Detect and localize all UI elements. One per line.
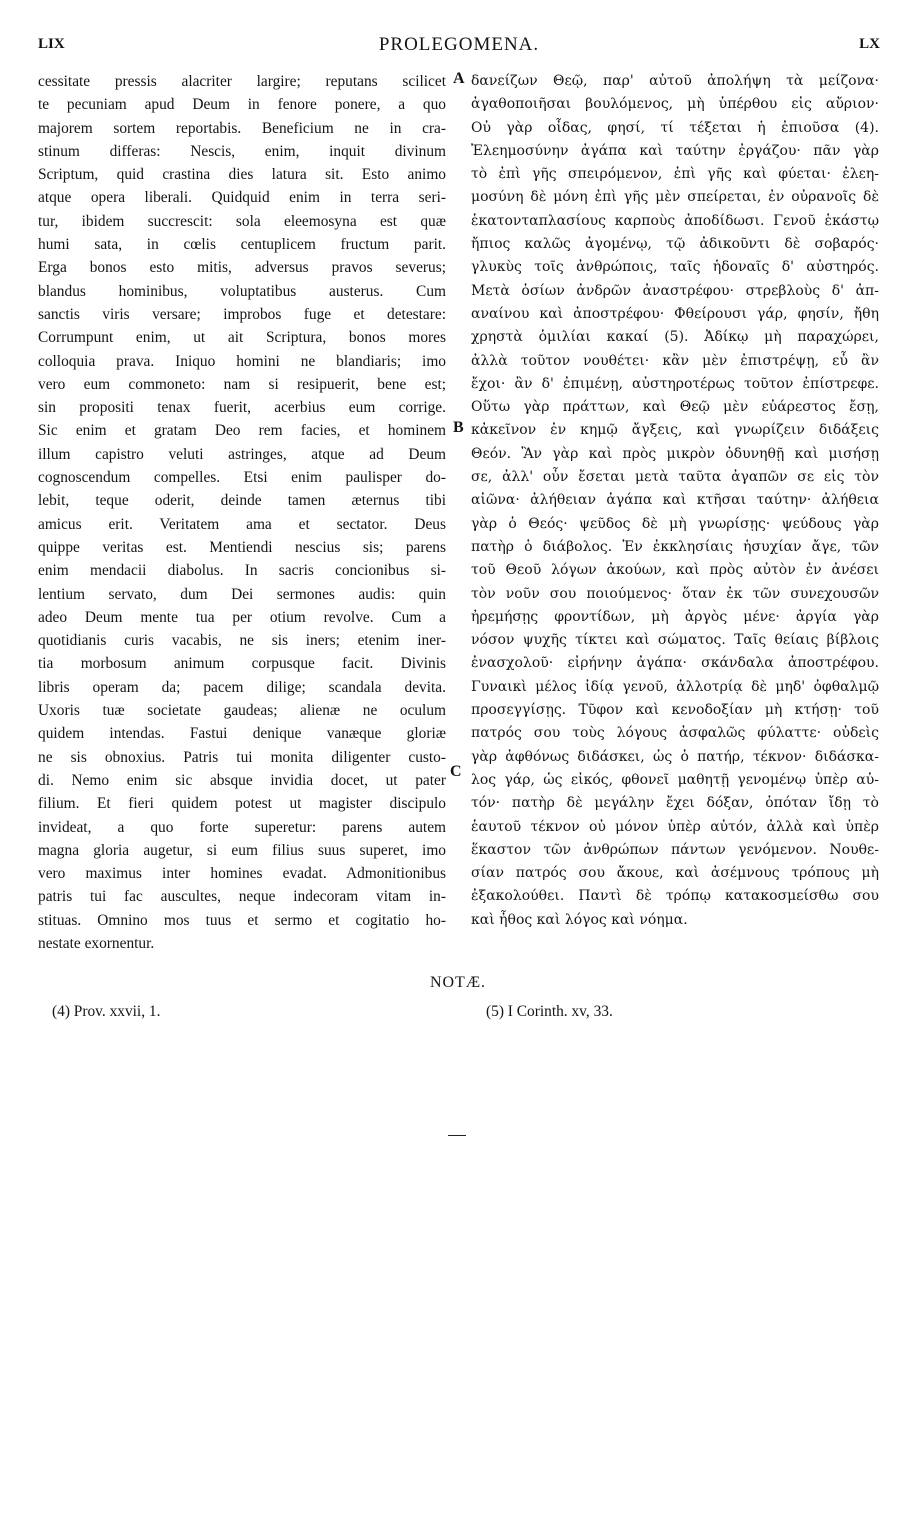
section-marker-a: A (453, 70, 465, 87)
text-line: ἤπιος καλῶς ἀγομένῳ, τῷ ἀδικοῦντι δὲ σοβαρός· (471, 236, 879, 253)
text-line: te pecuniam apud Deum in fenore ponere, a quo (38, 96, 446, 114)
text-line: colloquia prava. Iniquo homini ne blandiaris; imo (38, 352, 446, 370)
text-line: γὰρ ὁ Θεός· ψεῦδος δὲ μὴ γνωρίσῃς· ψεύδους γὰρ (471, 515, 879, 532)
text-line: Οὕτω γὰρ πράττων, καὶ Θεῷ μὲν εὐάρεστος ἔσῃ, (471, 399, 879, 416)
text-line: πατὴρ ὁ διάβολος. Ἐν ἐκκλησίαις ἡσυχίαν ἄγε, τῶν (471, 538, 879, 555)
text-line: Scriptum, quid crastina dies latura sit. Esto animo (38, 166, 446, 184)
text-line: ne sis obnoxius. Patris tui monita diligenter custo- (38, 748, 446, 766)
text-line: blandus hominibus, voluptatibus austerus. Cum (38, 282, 446, 300)
text-line: Corrumpunt enim, ut ait Scriptura, bonos mores (38, 329, 446, 347)
text-line: ἔχοι· ἂν δ' ἐπιμένῃ, αὐστηροτέρως τοῦτον ἐπίστρεφε. (471, 375, 879, 392)
text-line: καὶ ἦθος καὶ λόγος καὶ νόημα. (471, 911, 688, 928)
left-page-number: LIX (38, 36, 65, 52)
text-line: τοῦ Θεοῦ λόγων ἀκούων, καὶ πρὸς αὐτὸν ἐν ἀνέσει (471, 562, 879, 579)
text-line: adeo Deum mente tua per otium revolve. Cum a (38, 608, 446, 626)
text-line: Θεόν. Ἂν γὰρ καὶ πρὸς μικρὸν ὀδυνηθῇ καὶ μισήσῃ (471, 445, 879, 462)
text-line: χρηστὰ ὁμιλίαι κακαί (5). Ἀδίκῳ μὴ παραχώρει, (471, 329, 879, 346)
text-line: nestate exornentur. (38, 934, 155, 952)
text-line: τὸ ἐπὶ γῆς σπειρόμενον, ἐπὶ γῆς καὶ φύεται· ἐλεη- (471, 166, 879, 183)
text-line: γὰρ ἀφθόνως διδάσκει, ὡς ὁ πατήρ, τέκνον· διδάσκα- (471, 748, 879, 765)
text-line: δανείζων Θεῷ, παρ' αὐτοῦ ἀπολήψη τὰ μείζονα· (471, 73, 879, 89)
text-line: μοσύνη δὲ μόνη ἐπὶ γῆς μὲν σπείρεται, ἐν οὐρανοῖς δὲ (471, 189, 879, 206)
text-line: Uxoris tuæ societate gaudeas; alienæ ne oculum (38, 702, 446, 720)
text-line: vero eum commoneto: nam si resipuerit, bene est; (38, 375, 446, 393)
text-line: humi sata, in cœlis centuplicem fructum parit. (38, 236, 446, 254)
text-line: quotidianis curis vacabis, ne sis iners; etenim iner- (38, 632, 446, 650)
text-line: Οὐ γὰρ οἶδας, φησί, τί τέξεται ἡ ἐπιοῦσα (4). (471, 119, 879, 136)
text-line: cognoscendum compelles. Etsi enim paulisper do- (38, 469, 446, 487)
text-line: invideat, a quo forte superetur: parens autem (38, 818, 446, 836)
text-line: τόν· πατὴρ δὲ μεγάλην ἔχει δόξαν, ὁπόταν ἴδῃ τὸ (471, 795, 879, 812)
text-line: λος γάρ, ὡς εἰκός, φθονεῖ μαθητῇ γενομένῳ ὑπὲρ αὐ- (471, 771, 879, 788)
text-line: lebit, teque oderit, deinde tamen æternus tibi (38, 492, 446, 510)
text-line: ἐνασχολοῦ· εἰρήνην ἀγάπα· σκάνδαλα ἀποστρέφου. (471, 655, 879, 672)
text-line: Erga bonos esto mitis, adversus pravos severus; (38, 259, 446, 277)
footnote-5: (5) I Corinth. xv, 33. (486, 1003, 613, 1020)
text-line: ἀλλὰ τοῦτον νουθέτει· κἂν μὲν ἐπιστρέψῃ, εὖ ἂν (471, 352, 879, 369)
text-line: di. Nemo enim sic absque invidia docet, ut pater (38, 771, 446, 789)
text-line: ἀγαθοποιῆσαι βουλόμενος, μὴ ὑπέρθου εἰς αὔριον· (471, 96, 879, 113)
text-line: filium. Et fieri quidem potest ut magister discipulo (38, 795, 446, 813)
text-line: quidem intendas. Fastui denique vanæque gloriæ (38, 725, 446, 743)
text-line: γλυκὺς τοῖς ἀνθρώποις, ταῖς ἡδοναῖς δ' αὐστηρός. (471, 259, 879, 276)
section-marker-b: B (453, 419, 464, 436)
text-line: Sic enim et gratam Deo rem facies, et hominem (38, 422, 446, 440)
text-line: νόσον ψυχῆς τίκτει καὶ σώματος. Ταῖς θείαις βίβλοις (471, 632, 879, 649)
text-line: ἑαυτοῦ τέκνον οὐ μόνον ὑπὲρ αὐτόν, ἀλλὰ καὶ ὑπὲρ (471, 818, 879, 835)
text-line: enim mendacii diabolus. In sacris concionibus si- (38, 562, 446, 580)
section-marker-c: C (450, 763, 462, 780)
text-line: stituas. Omnino mos tuus et sermo et cogitatio ho- (38, 911, 446, 929)
text-line: patris tui fac auscultes, neque indecoram vitam in- (38, 888, 446, 906)
text-line: ἠρεμήσῃς φροντίδων, μὴ ἀργὸς μένε· ἀργία γὰρ (471, 608, 879, 625)
text-line: σίαν πατρός σου ἄκουε, καὶ ἀσέμνους τρόπους μὴ (471, 865, 879, 882)
text-line: προσεγγίσῃς. Τῦφον καὶ κενοδοξίαν μὴ κτήσῃ· τοῦ (471, 702, 879, 719)
footnote-4: (4) Prov. xxvii, 1. (52, 1003, 161, 1020)
text-line: amicus erit. Veritatem ama et sectator. Deus (38, 515, 446, 533)
greek-column (471, 70, 879, 932)
text-line: sin propositi tenax fuerit, acerbius eum corrige. (38, 399, 446, 417)
text-line: ἕκαστον τῶν ἀνθρώπων πάντων γενόμενον. Νουθε- (471, 841, 879, 858)
right-page-number: LX (859, 36, 880, 52)
text-line: magna gloria augetur, si eum filius suus superet, imo (38, 841, 446, 859)
separator-dash (448, 1135, 466, 1136)
notes-heading: NOTÆ. (429, 974, 487, 991)
text-line: vero maximus inter homines evadat. Admonitionibus (38, 865, 446, 883)
text-line: libris operam da; pacem dilige; scandala devita. (38, 678, 446, 696)
latin-column (38, 70, 446, 955)
text-line: illum capistro veluti astringes, atque ad Deum (38, 445, 446, 463)
text-line: stinum differas: Nescis, enim, inquit divinum (38, 142, 446, 160)
text-line: lentium servato, dum Dei sermones audis: quin (38, 585, 446, 603)
text-line: quippe veritas est. Mentiendi nescius sis; parens (38, 538, 446, 556)
text-line: majorem sortem reportabis. Beneficium ne in cra- (38, 119, 446, 137)
text-line: κἀκεῖνον ἐν κημῷ ἄγξεις, καὶ γνωρίζειν διδάξεις (471, 422, 879, 439)
text-line: ἑκατονταπλασίους καρποὺς ἀποδίδωσι. Γενοῦ ἑκάστῳ (471, 212, 879, 229)
text-line: sanctis viris versare; improbos fuge et detestare: (38, 305, 446, 323)
text-line: αναίνου καὶ ἀποστρέφου· Φθείρουσι γάρ, φησίν, ἤθη (471, 305, 879, 322)
text-line: atque opera liberali. Quidquid enim in terra seri- (38, 189, 446, 207)
text-line: τὸν νοῦν σου ποιούμενος· ὅταν ἐκ τῶν συνεχουσῶν (471, 585, 879, 602)
text-line: Μετὰ ὁσίων ἀνδρῶν ἀναστρέφου· στρεβλοὺς δ' ἀπ- (471, 282, 879, 299)
text-line: Ἐλεημοσύνην ἀγάπα καὶ ταύτην ἐργάζου· πᾶν γὰρ (471, 142, 879, 159)
text-line: ἐξακολούθει. Παντὶ δὲ τρόπῳ κατακοσμείσθω σου (471, 888, 879, 905)
text-line: αἰῶνα· ἀλήθειαν ἀγάπα καὶ κτῆσαι ταύτην· ἀλήθεια (471, 492, 879, 509)
text-line: Γυναικὶ μέλος ἰδίᾳ γενοῦ, ἀλλοτρίᾳ δὲ μηδ' ὀφθαλμῷ (471, 678, 879, 695)
text-line: πατρός σου τοὺς λόγους ἀσφαλῶς φύλαττε· οὐδεὶς (471, 725, 879, 742)
text-line: cessitate pressis alacriter largire; reputans scilicet (38, 73, 446, 90)
running-title: PROLEGOMENA. (378, 34, 540, 55)
text-line: tia morbosum animum corpusque facit. Divinis (38, 655, 446, 673)
text-line: tur, ibidem succrescit: sola eleemosyna est quæ (38, 212, 446, 230)
page-header (38, 34, 880, 60)
text-line: σε, ἀλλ' οὖν ἔσεται μετὰ ταῦτα ἀγαπῶν σε εἰς τὸν (471, 469, 879, 486)
